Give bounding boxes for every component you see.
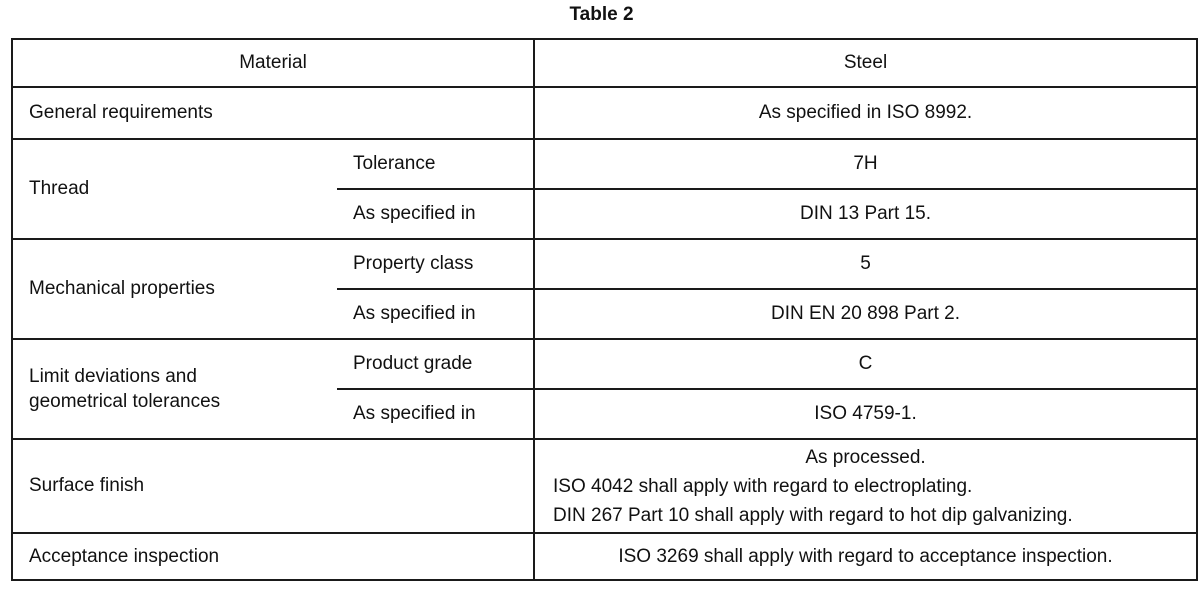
table-row-thread-tolerance — [12, 139, 1197, 189]
surface-finish-value — [534, 439, 1197, 533]
table-title: Table 2 — [569, 4, 634, 25]
thread-label: Thread — [12, 139, 337, 239]
surface-finish-line2: ISO 4042 shall apply with regard to electroplating. — [553, 475, 973, 497]
table-header-row — [12, 39, 1197, 87]
table-row-general — [12, 87, 1197, 139]
table-row-surface-finish — [12, 439, 1197, 533]
thread-tolerance-label: Tolerance — [337, 139, 534, 189]
header-material-label: Material — [12, 39, 534, 87]
property-class-label: Property class — [337, 239, 534, 289]
table-row-mechanical-class — [12, 239, 1197, 289]
surface-finish-line1: As processed. — [805, 446, 926, 468]
thread-tolerance-value: 7H — [534, 139, 1197, 189]
general-requirements-label: General requirements — [12, 87, 534, 139]
specification-table — [11, 38, 1198, 581]
limit-deviations-label — [12, 339, 337, 439]
limit-deviations-label-line1: Limit deviations and — [29, 366, 197, 387]
limits-spec-value: ISO 4759-1. — [534, 389, 1197, 439]
mechanical-properties-label: Mechanical properties — [12, 239, 337, 339]
header-material-value: Steel — [534, 39, 1197, 87]
acceptance-inspection-value: ISO 3269 shall apply with regard to acceptance inspection. — [534, 533, 1197, 580]
surface-finish-line3: DIN 267 Part 10 shall apply with regard to hot dip galvanizing. — [553, 504, 1073, 526]
acceptance-inspection-label: Acceptance inspection — [12, 533, 534, 580]
mechanical-spec-value: DIN EN 20 898 Part 2. — [534, 289, 1197, 339]
limit-deviations-label-line2: geometrical tolerances — [29, 391, 221, 412]
general-requirements-value: As specified in ISO 8992. — [534, 87, 1197, 139]
mechanical-spec-label: As specified in — [337, 289, 534, 339]
table-row-limits-grade — [12, 339, 1197, 389]
thread-spec-value: DIN 13 Part 15. — [534, 189, 1197, 239]
thread-spec-label: As specified in — [337, 189, 534, 239]
table-row-acceptance — [12, 533, 1197, 580]
limits-spec-label: As specified in — [337, 389, 534, 439]
product-grade-value: C — [534, 339, 1197, 389]
surface-finish-label: Surface finish — [12, 439, 534, 533]
product-grade-label: Product grade — [337, 339, 534, 389]
property-class-value: 5 — [534, 239, 1197, 289]
